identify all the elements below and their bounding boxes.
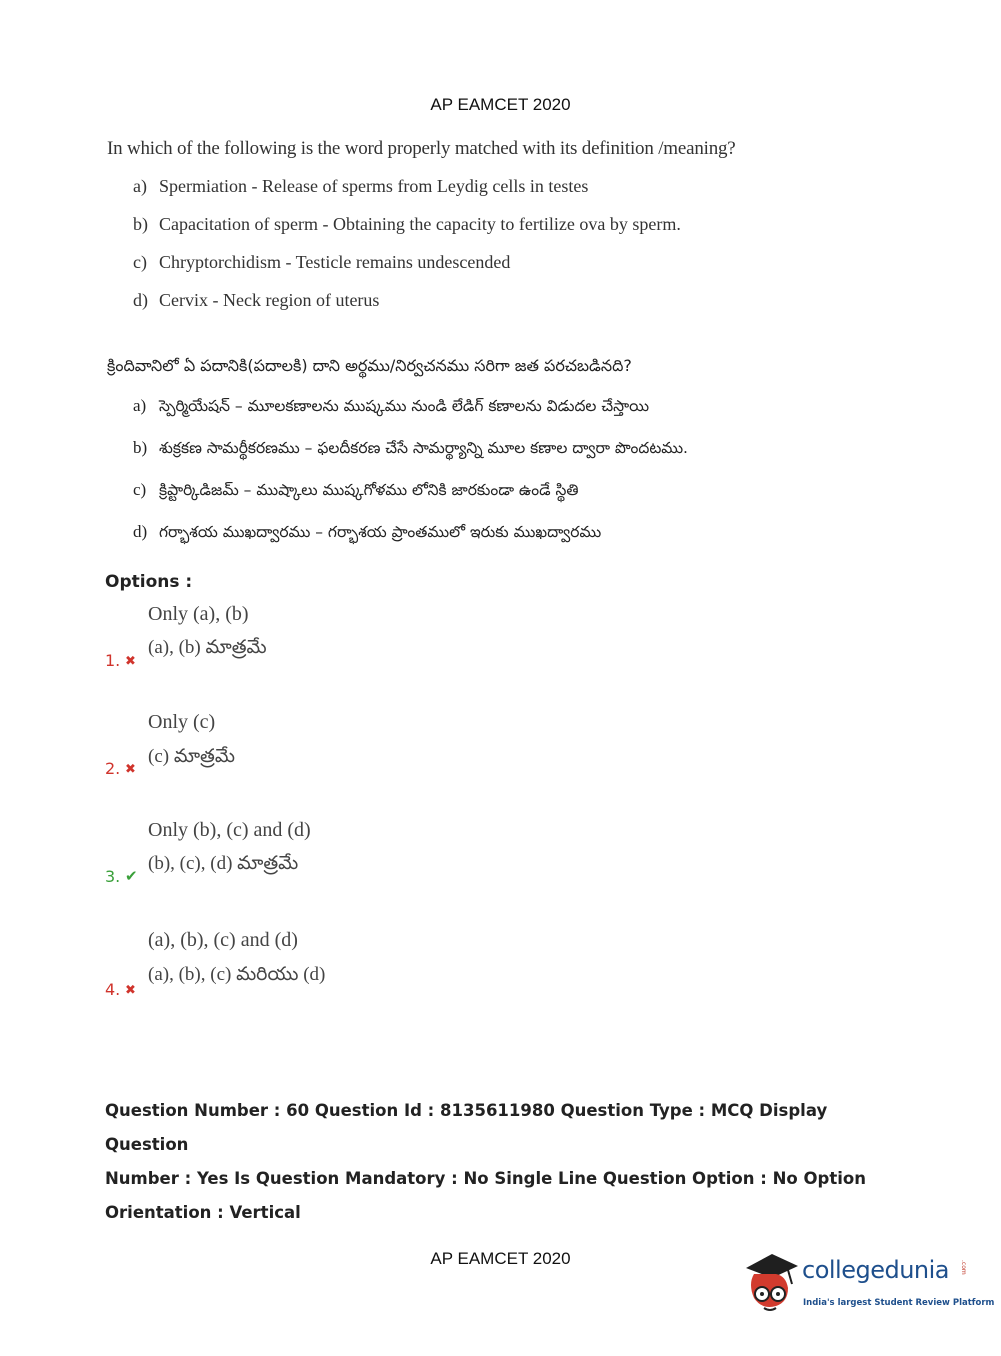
choice-1-en: Only (a), (b) (148, 603, 249, 625)
choice-2-en: Only (c) (148, 711, 216, 733)
statement-d-te: d) గర్భాశయ ముఖద్వారము – గర్భాశయ ప్రాంతములో ఇరుకు ముఖద్వారము (133, 522, 602, 541)
wrong-icon: ✖ (125, 653, 136, 668)
statement-list-en (133, 174, 907, 326)
choice-4-number: 4. (105, 980, 121, 999)
metadata-line-3: Orientation : Vertical (105, 1203, 301, 1222)
question-metadata (105, 1094, 905, 1230)
logo-wordmark: collegedunia (802, 1256, 950, 1284)
choice-3-te: (b), (c), (d) మాత్రమే (148, 853, 299, 874)
options-heading: Options : (105, 572, 193, 592)
choice-3-number: 3. (105, 867, 121, 886)
wrong-icon: ✖ (125, 982, 136, 997)
choice-4-en: (a), (b), (c) and (d) (148, 929, 298, 951)
statement-list-te (133, 393, 967, 561)
statement-b-en: b) Capacitation of sperm - Obtaining the capacity to fertilize ova by sperm. (133, 214, 681, 234)
statement-a-te: a) స్పెర్మియేషన్ – మూలకణాలను ముష్కము నుండి లేడిగ్ కణాలను విడుదల చేస్తాయి (133, 396, 650, 415)
statement-a-en: a) Spermiation - Release of sperms from Leydig cells in testes (133, 176, 589, 196)
choice-3-en: Only (b), (c) and (d) (148, 819, 311, 841)
page-footer: AP EAMCET 2020 (430, 1249, 571, 1268)
choice-1-number: 1. (105, 651, 121, 670)
statement-c-en: c) Chryptorchidism - Testicle remains undescended (133, 252, 511, 272)
question-english (107, 138, 907, 326)
choice-1-te: (a), (b) మాత్రమే (148, 637, 267, 658)
choice-2-te: (c) మాత్రమే (148, 746, 235, 767)
question-text-en: In which of the following is the word properly matched with its definition /meaning? (107, 138, 736, 159)
choice-4-te: (a), (b), (c) మరియు (d) (148, 964, 326, 985)
statement-d-en: d) Cervix - Neck region of uterus (133, 290, 380, 310)
page-header: AP EAMCET 2020 (430, 95, 571, 114)
collegedunia-logo[interactable] (742, 1248, 995, 1320)
check-icon: ✔ (125, 868, 138, 885)
wrong-icon: ✖ (125, 761, 136, 776)
metadata-line-2: Number : Yes Is Question Mandatory : No Single Line Question Option : No Option (105, 1169, 866, 1188)
question-telugu (107, 356, 967, 561)
logo-tagline: India's largest Student Review Platform (803, 1298, 995, 1308)
choice-2-number: 2. (105, 759, 121, 778)
question-text-te: క్రిందివానిలో ఏ పదానికి(పదాలకి) దాని అర్థము/నిర్వచనము సరిగా జత పరచబడినది? (107, 356, 632, 375)
mascot-icon (742, 1248, 804, 1318)
metadata-line-1: Question Number : 60 Question Id : 8135611980 Question Type : MCQ Display Question (105, 1101, 828, 1154)
logo-suffix: .com (960, 1260, 967, 1275)
statement-b-te: b) శుక్రకణ సామర్థీకరణము – ఫలదీకరణ చేసే సామర్థ్యాన్ని మూల కణాల ద్వారా పొందటము. (133, 438, 688, 457)
statement-c-te: c) క్రిప్టార్కిడిజమ్ – ముష్కాలు ముష్కగోళము లోనికి జారకుండా ఉండే స్థితి (133, 480, 579, 499)
